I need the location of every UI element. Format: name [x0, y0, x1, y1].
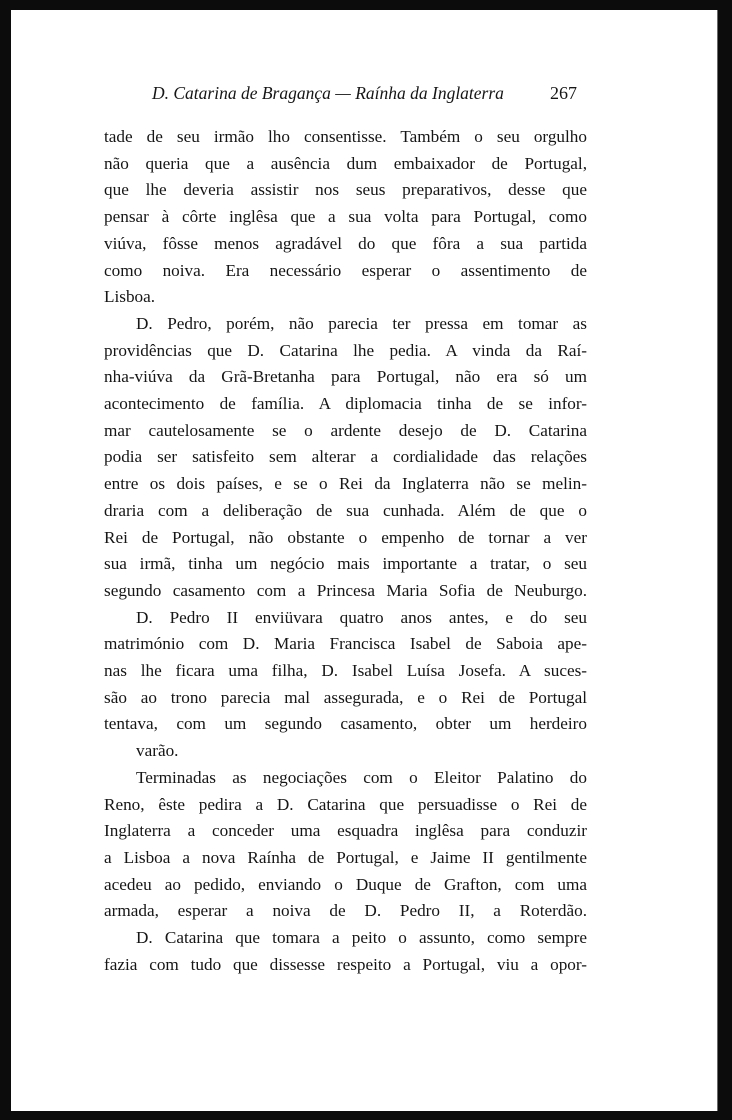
text-line: tentava, com um segundo casamento, obter um herdeiro	[104, 714, 587, 734]
text-line: não queria que a ausência dum embaixador de Portugal,	[104, 153, 587, 173]
text-line: tade de seu irmão lho consentisse. Também o seu orgulho	[104, 127, 587, 146]
text-line: entre os dois países, e se o Rei da Inglaterra não se melin-	[104, 474, 587, 494]
text-line: viúva, fôsse menos agradável do que fôra a sua partida	[104, 233, 587, 253]
text-line: a Lisboa a nova Raínha de Portugal, e Jaime II gentilmente	[104, 847, 587, 867]
text-line: armada, esperar a noiva de D. Pedro II, a Roterdão.	[104, 901, 587, 921]
running-title: D. Catarina de Bragança — Raínha da Inglaterra	[152, 83, 504, 103]
text-line: que lhe deveria assistir nos seus preparativos, desse que	[104, 180, 587, 200]
text-line: providências que D. Catarina lhe pedia. A vinda da Raí-	[104, 340, 587, 360]
page-number: 267	[550, 83, 577, 103]
text-line: nas lhe ficara uma filha, D. Isabel Luísa Josefa. A suces-	[104, 661, 587, 681]
text-line: como noiva. Era necessário esperar o assentimento de	[104, 260, 587, 280]
text-line: Reno, êste pedira a D. Catarina que persuadisse o Rei de	[104, 794, 587, 814]
paragraph	[104, 765, 587, 925]
text-line: pensar à côrte inglêsa que a sua volta para Portugal, como	[104, 207, 587, 227]
text-line: Rei de Portugal, não obstante o empenho de tornar a ver	[104, 527, 587, 547]
paragraph	[104, 925, 587, 978]
text-line: D. Catarina que tomara a peito o assunto, como sempre	[136, 928, 587, 948]
text-line: varão.	[136, 741, 179, 761]
text-line: Lisboa.	[104, 287, 156, 307]
text-line: Inglaterra a conceder uma esquadra inglêsa para conduzir	[104, 821, 587, 841]
page-header	[104, 76, 587, 110]
body-text	[104, 124, 587, 979]
text-line: matrimónio com D. Maria Francisca Isabel de Saboia ape-	[104, 634, 587, 654]
text-line: mar cautelosamente se o ardente desejo de D. Catarina	[104, 420, 587, 440]
text-line: draria com a deliberação de sua cunhada. Além de que o	[104, 500, 587, 520]
text-line: segundo casamento com a Princesa Maria Sofia de Neuburgo.	[104, 580, 587, 600]
paragraph	[104, 124, 587, 311]
book-page	[104, 76, 587, 979]
text-line: fazia com tudo que dissesse respeito a Portugal, viu a opor-	[104, 954, 587, 974]
text-line: acontecimento de família. A diplomacia tinha de se infor-	[104, 394, 587, 414]
text-line: D. Pedro, porém, não parecia ter pressa em tomar as	[136, 313, 587, 333]
text-line: acedeu ao pedido, enviando o Duque de Grafton, com uma	[104, 874, 587, 894]
page-edge-line	[707, 10, 718, 1111]
paragraph	[104, 605, 587, 765]
text-line: nha-viúva da Grã-Bretanha para Portugal, não era só um	[104, 367, 587, 387]
text-line: sua irmã, tinha um negócio mais importante a tratar, o seu	[104, 554, 587, 574]
paragraph	[104, 311, 587, 605]
text-line: podia ser satisfeito sem alterar a cordialidade das relações	[104, 447, 587, 467]
text-line: D. Pedro II enviüvara quatro anos antes, e do seu	[136, 607, 587, 627]
text-line: Terminadas as negociações com o Eleitor Palatino do	[136, 767, 587, 787]
text-line: são ao trono parecia mal assegurada, e o Rei de Portugal	[104, 687, 587, 707]
